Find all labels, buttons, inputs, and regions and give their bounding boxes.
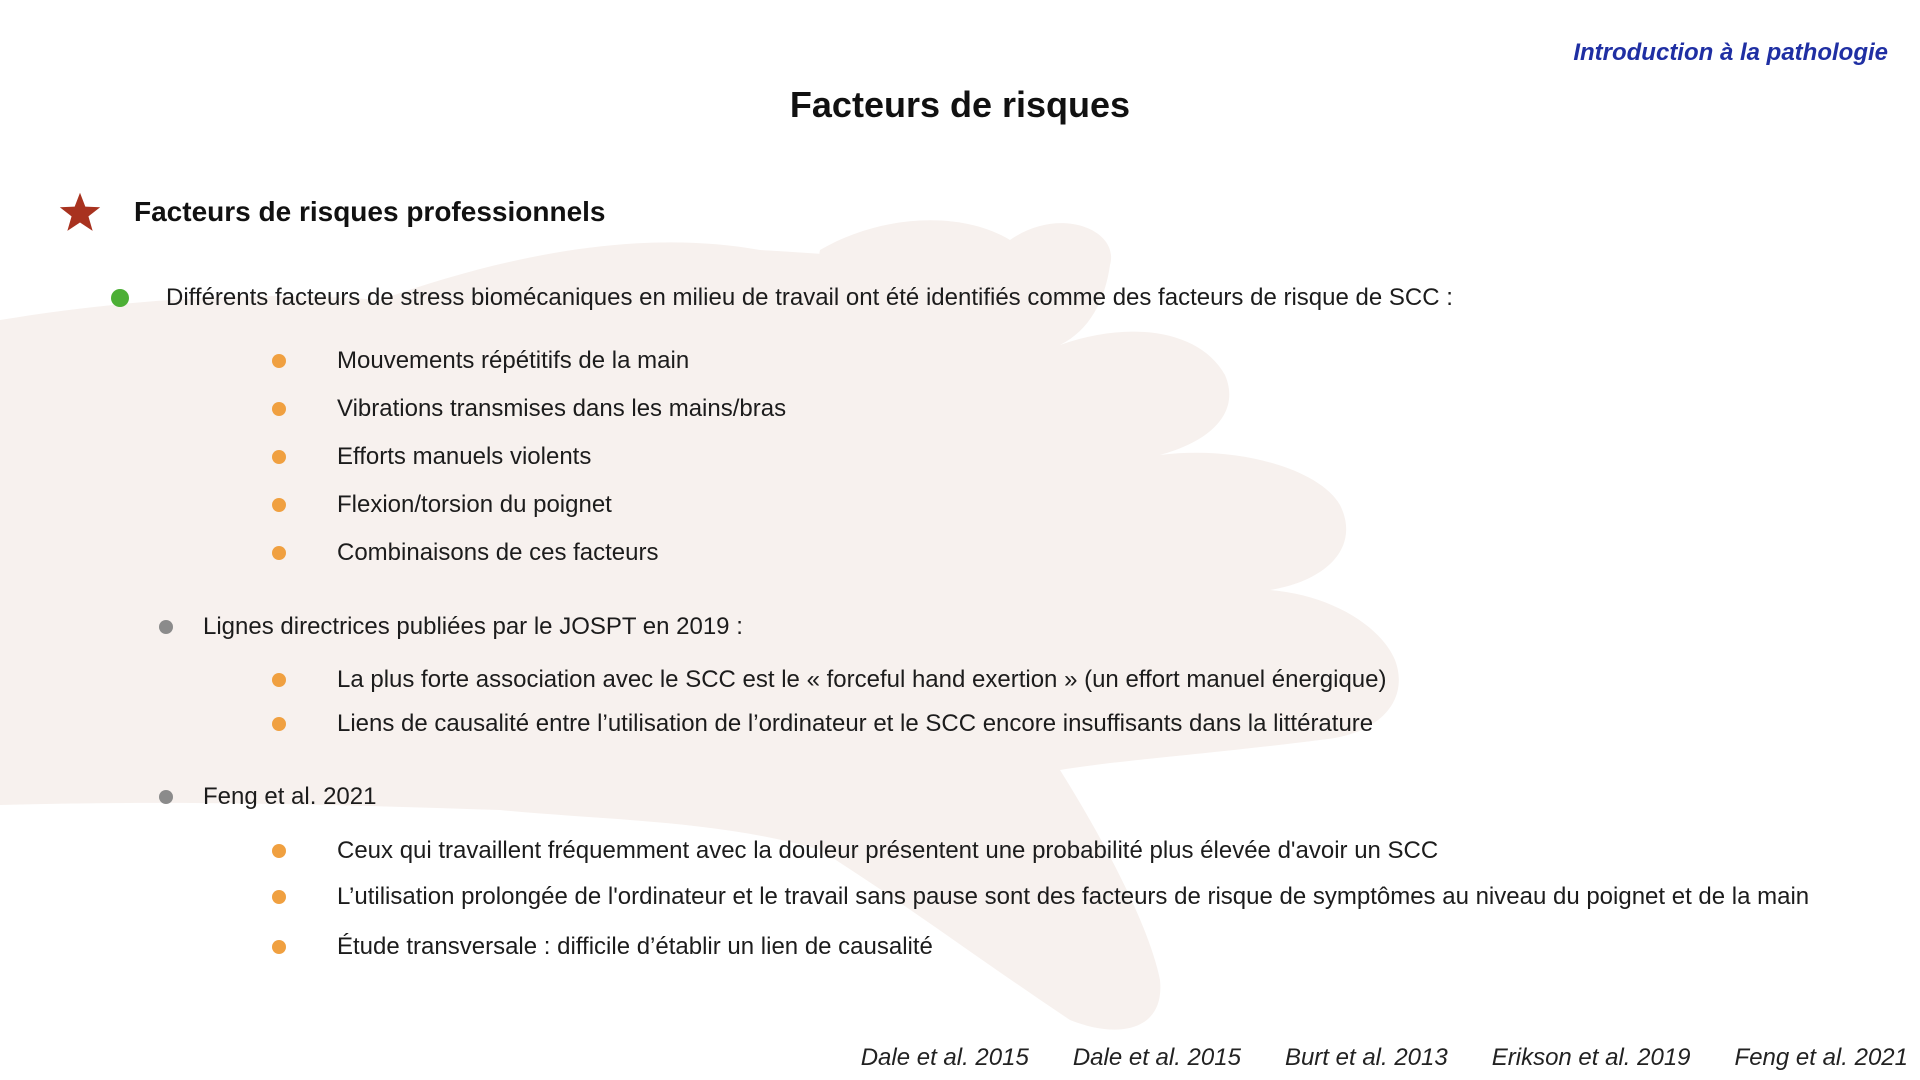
bullet-text: Lignes directrices publiées par le JOSPT en 2019 : (203, 613, 743, 640)
bullet-text: Efforts manuels violents (337, 443, 592, 470)
green-bullet-icon (111, 289, 129, 307)
orange-bullet-icon (272, 546, 286, 560)
list-item (111, 284, 1453, 312)
bullet-text: Feng et al. 2021 (203, 783, 377, 810)
orange-bullet-icon (272, 354, 286, 368)
grey-bullet-icon (159, 620, 173, 634)
list-item (272, 933, 933, 961)
orange-bullet-icon (272, 402, 286, 416)
list-item (272, 395, 786, 423)
bullet-text: Liens de causalité entre l’utilisation de l’ordinateur et le SCC encore insuffisants dans la littérature (337, 710, 1374, 737)
heading-text: Facteurs de risques professionnels (134, 196, 606, 227)
reference-citation: Erikson et al. 2019 (1491, 1044, 1691, 1071)
reference-citation: Feng et al. 2021 (1734, 1044, 1908, 1071)
list-item (159, 783, 376, 811)
list-item (272, 710, 1373, 738)
orange-bullet-icon (272, 844, 286, 858)
orange-bullet-icon (272, 717, 286, 731)
reference-citation: Dale et al. 2015 (860, 1044, 1029, 1071)
grey-bullet-icon (159, 790, 173, 804)
bullet-text: Étude transversale : difficile d’établir un lien de causalité (337, 933, 933, 960)
list-item (272, 539, 659, 567)
orange-bullet-icon (272, 450, 286, 464)
section-tag: Introduction à la pathologie (1573, 39, 1888, 66)
bullet-text: Ceux qui travaillent fréquemment avec la douleur présentent une probabilité plus élevée d'avoir un SCC (337, 837, 1439, 864)
list-item (272, 347, 689, 375)
bullet-text: Mouvements répétitifs de la main (337, 347, 690, 374)
section-heading (58, 190, 606, 234)
list-item (159, 613, 743, 641)
orange-bullet-icon (272, 890, 286, 904)
bullet-text: La plus forte association avec le SCC est le « forceful hand exertion » (un effort manuel énergique) (337, 666, 1387, 693)
reference-citation: Dale et al. 2015 (1072, 1044, 1241, 1071)
bullet-text: Différents facteurs de stress biomécaniques en milieu de travail ont été identifiés comme des facteurs de risque de SCC : (166, 284, 1453, 311)
list-item (272, 443, 591, 471)
list-item (272, 883, 1809, 911)
references-bar (861, 1044, 1908, 1072)
bullet-text: Vibrations transmises dans les mains/bras (337, 395, 787, 422)
reference-citation: Burt et al. 2013 (1284, 1044, 1448, 1071)
orange-bullet-icon (272, 673, 286, 687)
orange-bullet-icon (272, 498, 286, 512)
orange-bullet-icon (272, 940, 286, 954)
star-icon (58, 190, 102, 234)
bullet-text: L’utilisation prolongée de l'ordinateur et le travail sans pause sont des facteurs de risque de symptômes au niveau du poignet et de la main (337, 883, 1810, 910)
bullet-text: Flexion/torsion du poignet (337, 491, 612, 518)
list-item (272, 491, 612, 519)
list-item (272, 666, 1387, 694)
slide-title: Facteurs de risques (789, 84, 1131, 125)
list-item (272, 837, 1438, 865)
bullet-text: Combinaisons de ces facteurs (337, 539, 659, 566)
